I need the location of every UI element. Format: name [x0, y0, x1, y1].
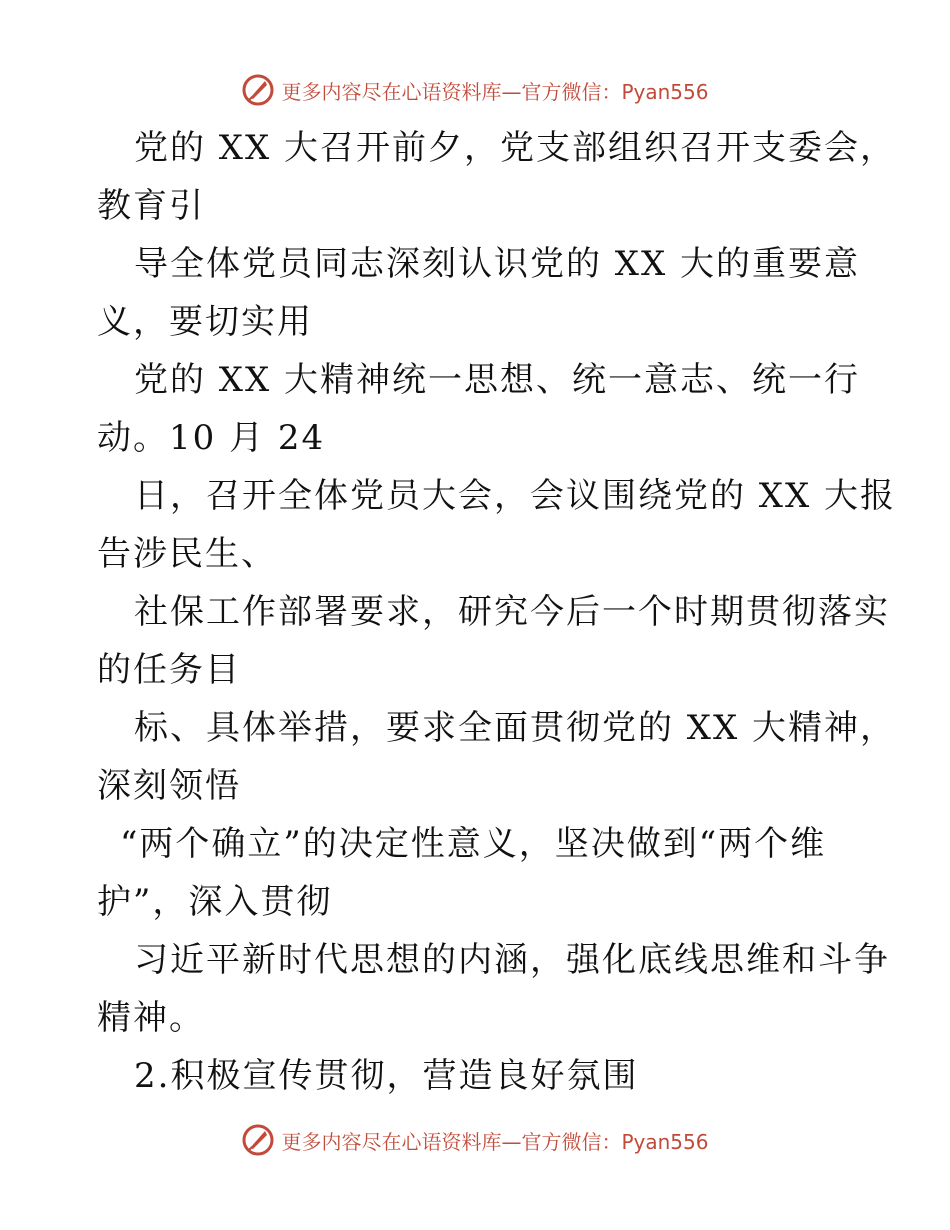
text-line: 日，召开全体党员大会，会议围绕党的 XX 大报	[134, 476, 897, 516]
text-line: 告涉民生、	[97, 534, 277, 574]
text-line: 精神。	[97, 998, 205, 1038]
feather-pen-logo-icon	[241, 1123, 275, 1157]
text-line: 教育引	[97, 186, 205, 226]
text-line: 党的 XX 大召开前夕，党支部组织召开支委会，	[134, 128, 897, 168]
text-line: 护”，深入贯彻	[97, 882, 333, 922]
text-line: 动。10 月 24	[97, 418, 326, 458]
text-line: 深刻领悟	[97, 766, 241, 806]
watermark-text: 更多内容尽在心语资料库—官方微信：Pyan556	[281, 79, 709, 104]
section-heading: 2.积极宣传贯彻，营造良好氛围	[134, 1056, 639, 1096]
text-line: 习近平新时代思想的内涵，强化底线思维和斗争	[134, 940, 890, 980]
text-line: 党的 XX 大精神统一思想、统一意志、统一行	[134, 360, 861, 400]
text-line: 标、具体举措，要求全面贯彻党的 XX 大精神，	[134, 708, 897, 748]
header-watermark-banner	[0, 70, 950, 110]
text-line: 导全体党员同志深刻认识党的 XX 大的重要意	[134, 244, 861, 284]
text-line: “两个确立”的决定性意义，坚决做到“两个维	[120, 824, 827, 864]
footer-watermark-banner	[0, 1120, 950, 1160]
text-line: 社保工作部署要求，研究今后一个时期贯彻落实	[134, 592, 890, 632]
text-line: 的任务目	[97, 650, 241, 690]
watermark-text: 更多内容尽在心语资料库—官方微信：Pyan556	[281, 1129, 709, 1154]
feather-pen-logo-icon	[241, 73, 275, 107]
text-line: 义，要切实用	[97, 302, 313, 342]
